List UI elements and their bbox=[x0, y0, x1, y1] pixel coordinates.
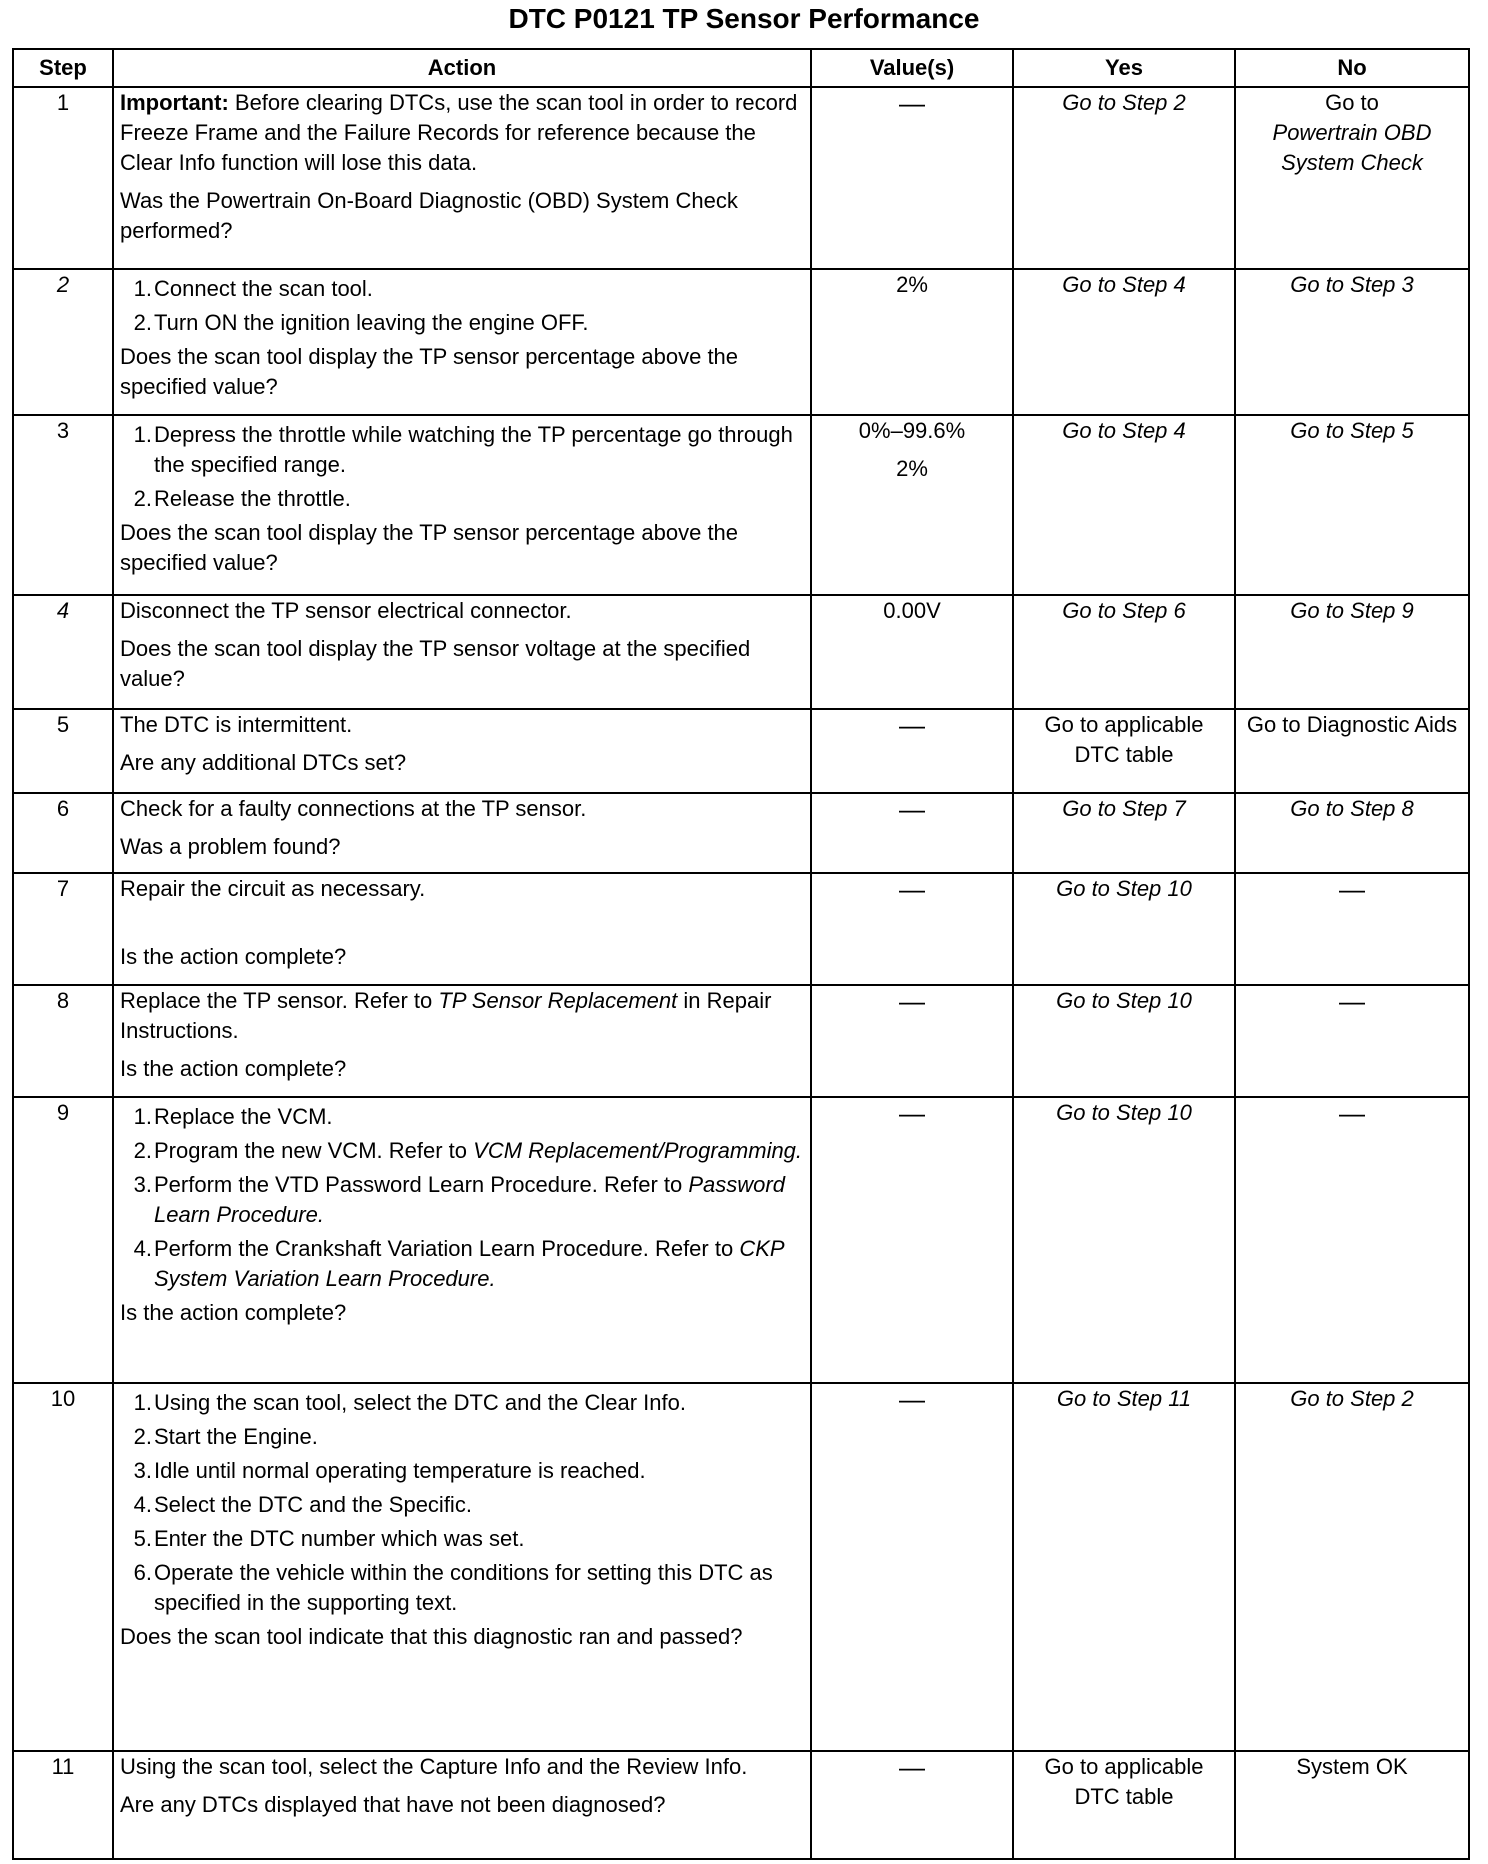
list-item-text: Connect the scan tool. bbox=[154, 276, 373, 301]
no-cell: Go to Step 8 bbox=[1235, 793, 1469, 873]
action-cell bbox=[113, 709, 811, 793]
table-row bbox=[13, 269, 1469, 415]
action-list bbox=[120, 420, 804, 514]
list-item-number: 2. bbox=[133, 486, 152, 511]
list-item bbox=[133, 1456, 804, 1486]
table-row bbox=[13, 1751, 1469, 1859]
action-list bbox=[120, 274, 804, 338]
step-number: 8 bbox=[13, 985, 113, 1097]
list-item-number: 1. bbox=[133, 1390, 152, 1415]
action-question: Was a problem found? bbox=[120, 834, 341, 859]
yes-cell: Go to Step 10 bbox=[1013, 1097, 1235, 1383]
no-cell: — bbox=[1235, 1097, 1469, 1383]
step-number: 11 bbox=[13, 1751, 113, 1859]
list-item bbox=[133, 1102, 804, 1132]
list-item bbox=[133, 308, 804, 338]
list-item-text: Operate the vehicle within the conditions for setting this DTC as specified in the supporting text. bbox=[154, 1560, 773, 1615]
action-cell bbox=[113, 985, 811, 1097]
no-cell bbox=[1235, 87, 1469, 269]
list-item-text: Select the DTC and the Specific. bbox=[154, 1492, 472, 1517]
list-item bbox=[133, 274, 804, 304]
header-yes: Yes bbox=[1013, 49, 1235, 87]
list-item-text: Depress the throttle while watching the TP percentage go through the specified range. bbox=[154, 422, 793, 477]
action-question: Is the action complete? bbox=[120, 1056, 347, 1081]
action-text: Check for a faulty connections at the TP sensor. bbox=[120, 796, 587, 821]
list-item-number: 3. bbox=[133, 1172, 152, 1197]
list-item bbox=[133, 1524, 804, 1554]
table-row bbox=[13, 1097, 1469, 1383]
header-values: Value(s) bbox=[811, 49, 1013, 87]
table-row bbox=[13, 595, 1469, 709]
list-item-number: 4. bbox=[133, 1236, 152, 1261]
no-cell: Go to Step 3 bbox=[1235, 269, 1469, 415]
step-number: 9 bbox=[13, 1097, 113, 1383]
action-text-suffix: in Repair Instructions. bbox=[120, 988, 772, 1043]
list-item-number: 2. bbox=[133, 1424, 152, 1449]
action-cell bbox=[113, 793, 811, 873]
action-reference: TP Sensor Replacement bbox=[438, 988, 678, 1013]
list-item-number: 1. bbox=[133, 1104, 152, 1129]
no-cell: Go to Step 5 bbox=[1235, 415, 1469, 595]
no-prefix: Go to bbox=[1325, 90, 1379, 115]
no-cell: Go to Step 9 bbox=[1235, 595, 1469, 709]
list-item-reference: Password Learn Procedure. bbox=[154, 1172, 785, 1227]
action-question: Are any DTCs displayed that have not been diagnosed? bbox=[120, 1792, 666, 1817]
table-row bbox=[13, 985, 1469, 1097]
yes-cell: Go to Step 4 bbox=[1013, 269, 1235, 415]
action-text: Repair the circuit as necessary. bbox=[120, 876, 426, 901]
yes-cell: Go to applicable DTC table bbox=[1013, 709, 1235, 793]
value-cell: 0.00V bbox=[811, 595, 1013, 709]
step-number: 7 bbox=[13, 873, 113, 985]
action-question: Are any additional DTCs set? bbox=[120, 750, 407, 775]
action-cell bbox=[113, 415, 811, 595]
header-step: Step bbox=[13, 49, 113, 87]
list-item-text: Replace the VCM. bbox=[154, 1104, 333, 1129]
list-item-text: Turn ON the ignition leaving the engine OFF. bbox=[154, 310, 589, 335]
list-item bbox=[133, 420, 804, 480]
list-item-number: 5. bbox=[133, 1526, 152, 1551]
action-cell bbox=[113, 595, 811, 709]
list-item-number: 3. bbox=[133, 1458, 152, 1483]
yes-cell: Go to Step 11 bbox=[1013, 1383, 1235, 1751]
list-item-text: Idle until normal operating temperature is reached. bbox=[154, 1458, 646, 1483]
value-cell: 2% bbox=[811, 269, 1013, 415]
yes-cell: Go to Step 10 bbox=[1013, 985, 1235, 1097]
yes-cell: Go to applicable DTC table bbox=[1013, 1751, 1235, 1859]
action-question: Is the action complete? bbox=[120, 944, 347, 969]
value-cell: — bbox=[811, 985, 1013, 1097]
value-cell: — bbox=[811, 1383, 1013, 1751]
action-question: Does the scan tool display the TP sensor percentage above the specified value? bbox=[120, 344, 739, 399]
action-text: Using the scan tool, select the Capture Info and the Review Info. bbox=[120, 1754, 748, 1779]
list-item-text: Program the new VCM. Refer to bbox=[154, 1138, 468, 1163]
table-row bbox=[13, 793, 1469, 873]
value-cell: — bbox=[811, 87, 1013, 269]
step-number: 10 bbox=[13, 1383, 113, 1751]
action-question: Does the scan tool indicate that this diagnostic ran and passed? bbox=[120, 1624, 743, 1649]
table-row bbox=[13, 873, 1469, 985]
yes-cell: Go to Step 7 bbox=[1013, 793, 1235, 873]
list-item-number: 1. bbox=[133, 422, 152, 447]
no-cell: System OK bbox=[1235, 1751, 1469, 1859]
no-cell: — bbox=[1235, 985, 1469, 1097]
value-cell: — bbox=[811, 1097, 1013, 1383]
value-cell: — bbox=[811, 709, 1013, 793]
step-number: 3 bbox=[13, 415, 113, 595]
list-item bbox=[133, 1490, 804, 1520]
step-number: 4 bbox=[13, 595, 113, 709]
table-row bbox=[13, 1383, 1469, 1751]
action-list bbox=[120, 1388, 804, 1618]
table-row bbox=[13, 415, 1469, 595]
yes-cell: Go to Step 10 bbox=[1013, 873, 1235, 985]
action-question: Was the Powertrain On-Board Diagnostic (OBD) System Check performed? bbox=[120, 188, 738, 243]
list-item-number: 4. bbox=[133, 1492, 152, 1517]
yes-cell: Go to Step 6 bbox=[1013, 595, 1235, 709]
no-reference: Powertrain OBD System Check bbox=[1272, 120, 1432, 175]
value-threshold: 2% bbox=[896, 456, 928, 481]
header-action: Action bbox=[113, 49, 811, 87]
list-item-reference: CKP System Variation Learn Procedure. bbox=[154, 1236, 784, 1291]
list-item-reference: VCM Replacement/Programming. bbox=[473, 1138, 803, 1163]
step-number: 5 bbox=[13, 709, 113, 793]
yes-cell: Go to Step 2 bbox=[1013, 87, 1235, 269]
important-note bbox=[120, 88, 804, 178]
no-cell: — bbox=[1235, 873, 1469, 985]
step-number: 2 bbox=[13, 269, 113, 415]
list-item-number: 2. bbox=[133, 1138, 152, 1163]
value-cell: — bbox=[811, 1751, 1013, 1859]
list-item-number: 1. bbox=[133, 276, 152, 301]
list-item bbox=[133, 1388, 804, 1418]
list-item-text: Perform the VTD Password Learn Procedure. Refer to bbox=[154, 1172, 683, 1197]
list-item-text: Start the Engine. bbox=[154, 1424, 318, 1449]
list-item bbox=[133, 1170, 804, 1230]
action-cell bbox=[113, 269, 811, 415]
dtc-table bbox=[12, 48, 1470, 1860]
action-cell bbox=[113, 1751, 811, 1859]
important-label: Important: bbox=[120, 90, 229, 115]
list-item-number: 6. bbox=[133, 1560, 152, 1585]
action-cell bbox=[113, 873, 811, 985]
list-item-text: Perform the Crankshaft Variation Learn Procedure. Refer to bbox=[154, 1236, 734, 1261]
value-range: 0%–99.6% bbox=[858, 418, 966, 443]
action-question: Does the scan tool display the TP sensor percentage above the specified value? bbox=[120, 520, 739, 575]
action-text-prefix: Replace the TP sensor. Refer to bbox=[120, 988, 433, 1013]
action-list bbox=[120, 1102, 804, 1294]
no-cell: Go to Diagnostic Aids bbox=[1235, 709, 1469, 793]
list-item-text: Using the scan tool, select the DTC and the Clear Info. bbox=[154, 1390, 686, 1415]
action-text: Disconnect the TP sensor electrical connector. bbox=[120, 598, 572, 623]
list-item-text: Enter the DTC number which was set. bbox=[154, 1526, 525, 1551]
action-text: The DTC is intermittent. bbox=[120, 712, 353, 737]
yes-cell: Go to Step 4 bbox=[1013, 415, 1235, 595]
step-number: 6 bbox=[13, 793, 113, 873]
list-item bbox=[133, 1558, 804, 1618]
important-text: Before clearing DTCs, use the scan tool in order to record Freeze Frame and the Failure Records for reference because the Clear Info function will lose this data. bbox=[120, 90, 798, 175]
value-cell bbox=[811, 415, 1013, 595]
no-cell: Go to Step 2 bbox=[1235, 1383, 1469, 1751]
list-item bbox=[133, 1234, 804, 1294]
action-text bbox=[120, 986, 804, 1046]
action-question: Does the scan tool display the TP sensor voltage at the specified value? bbox=[120, 636, 751, 691]
table-row bbox=[13, 87, 1469, 269]
value-cell: — bbox=[811, 873, 1013, 985]
list-item bbox=[133, 1136, 804, 1166]
step-number: 1 bbox=[13, 87, 113, 269]
list-item bbox=[133, 484, 804, 514]
action-cell bbox=[113, 1097, 811, 1383]
value-cell: — bbox=[811, 793, 1013, 873]
header-no: No bbox=[1235, 49, 1469, 87]
action-question: Is the action complete? bbox=[120, 1300, 347, 1325]
list-item-text: Release the throttle. bbox=[154, 486, 351, 511]
list-item-number: 2. bbox=[133, 310, 152, 335]
table-row bbox=[13, 709, 1469, 793]
action-cell bbox=[113, 87, 811, 269]
table-header-row bbox=[13, 49, 1469, 87]
page-title: DTC P0121 TP Sensor Performance bbox=[508, 3, 980, 34]
list-item bbox=[133, 1422, 804, 1452]
action-cell bbox=[113, 1383, 811, 1751]
